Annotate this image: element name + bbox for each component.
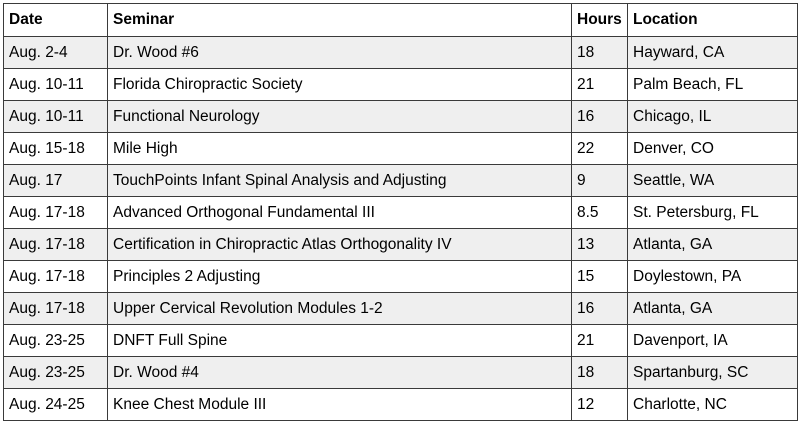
cell-hours: 8.5 — [572, 197, 628, 229]
header-location: Location — [628, 4, 798, 37]
cell-location: Atlanta, GA — [628, 293, 798, 325]
cell-location: St. Petersburg, FL — [628, 197, 798, 229]
cell-date: Aug. 10-11 — [4, 101, 108, 133]
cell-seminar: DNFT Full Spine — [108, 325, 572, 357]
cell-date: Aug. 17-18 — [4, 293, 108, 325]
cell-seminar: Mile High — [108, 133, 572, 165]
cell-date: Aug. 23-25 — [4, 357, 108, 389]
table-row — [4, 197, 798, 229]
table-row — [4, 101, 798, 133]
cell-location: Spartanburg, SC — [628, 357, 798, 389]
table-row — [4, 229, 798, 261]
cell-hours: 21 — [572, 69, 628, 101]
cell-seminar: Florida Chiropractic Society — [108, 69, 572, 101]
table-row — [4, 261, 798, 293]
header-seminar: Seminar — [108, 4, 572, 37]
cell-hours: 15 — [572, 261, 628, 293]
cell-seminar: Functional Neurology — [108, 101, 572, 133]
cell-location: Seattle, WA — [628, 165, 798, 197]
cell-location: Palm Beach, FL — [628, 69, 798, 101]
table-header-row — [4, 4, 798, 37]
cell-hours: 18 — [572, 357, 628, 389]
cell-hours: 16 — [572, 101, 628, 133]
cell-date: Aug. 17-18 — [4, 261, 108, 293]
cell-date: Aug. 23-25 — [4, 325, 108, 357]
cell-seminar: Upper Cervical Revolution Modules 1-2 — [108, 293, 572, 325]
cell-location: Atlanta, GA — [628, 229, 798, 261]
cell-seminar: Dr. Wood #6 — [108, 37, 572, 69]
cell-date: Aug. 24-25 — [4, 389, 108, 421]
cell-hours: 21 — [572, 325, 628, 357]
table-row — [4, 69, 798, 101]
cell-location: Doylestown, PA — [628, 261, 798, 293]
cell-seminar: Certification in Chiropractic Atlas Orthogonality IV — [108, 229, 572, 261]
cell-hours: 9 — [572, 165, 628, 197]
cell-date: Aug. 10-11 — [4, 69, 108, 101]
table-row — [4, 37, 798, 69]
table-row — [4, 133, 798, 165]
cell-location: Charlotte, NC — [628, 389, 798, 421]
cell-hours: 18 — [572, 37, 628, 69]
cell-seminar: Advanced Orthogonal Fundamental III — [108, 197, 572, 229]
header-hours: Hours — [572, 4, 628, 37]
header-date: Date — [4, 4, 108, 37]
table-row — [4, 325, 798, 357]
cell-date: Aug. 17 — [4, 165, 108, 197]
cell-hours: 12 — [572, 389, 628, 421]
cell-date: Aug. 2-4 — [4, 37, 108, 69]
cell-date: Aug. 15-18 — [4, 133, 108, 165]
cell-hours: 16 — [572, 293, 628, 325]
seminar-schedule-table — [3, 3, 798, 421]
cell-hours: 22 — [572, 133, 628, 165]
cell-date: Aug. 17-18 — [4, 229, 108, 261]
cell-seminar: Dr. Wood #4 — [108, 357, 572, 389]
table-row — [4, 389, 798, 421]
cell-seminar: TouchPoints Infant Spinal Analysis and Adjusting — [108, 165, 572, 197]
table-row — [4, 165, 798, 197]
table-row — [4, 357, 798, 389]
cell-location: Chicago, IL — [628, 101, 798, 133]
cell-location: Denver, CO — [628, 133, 798, 165]
cell-seminar: Principles 2 Adjusting — [108, 261, 572, 293]
cell-location: Hayward, CA — [628, 37, 798, 69]
cell-seminar: Knee Chest Module III — [108, 389, 572, 421]
cell-date: Aug. 17-18 — [4, 197, 108, 229]
table-row — [4, 293, 798, 325]
cell-hours: 13 — [572, 229, 628, 261]
cell-location: Davenport, IA — [628, 325, 798, 357]
